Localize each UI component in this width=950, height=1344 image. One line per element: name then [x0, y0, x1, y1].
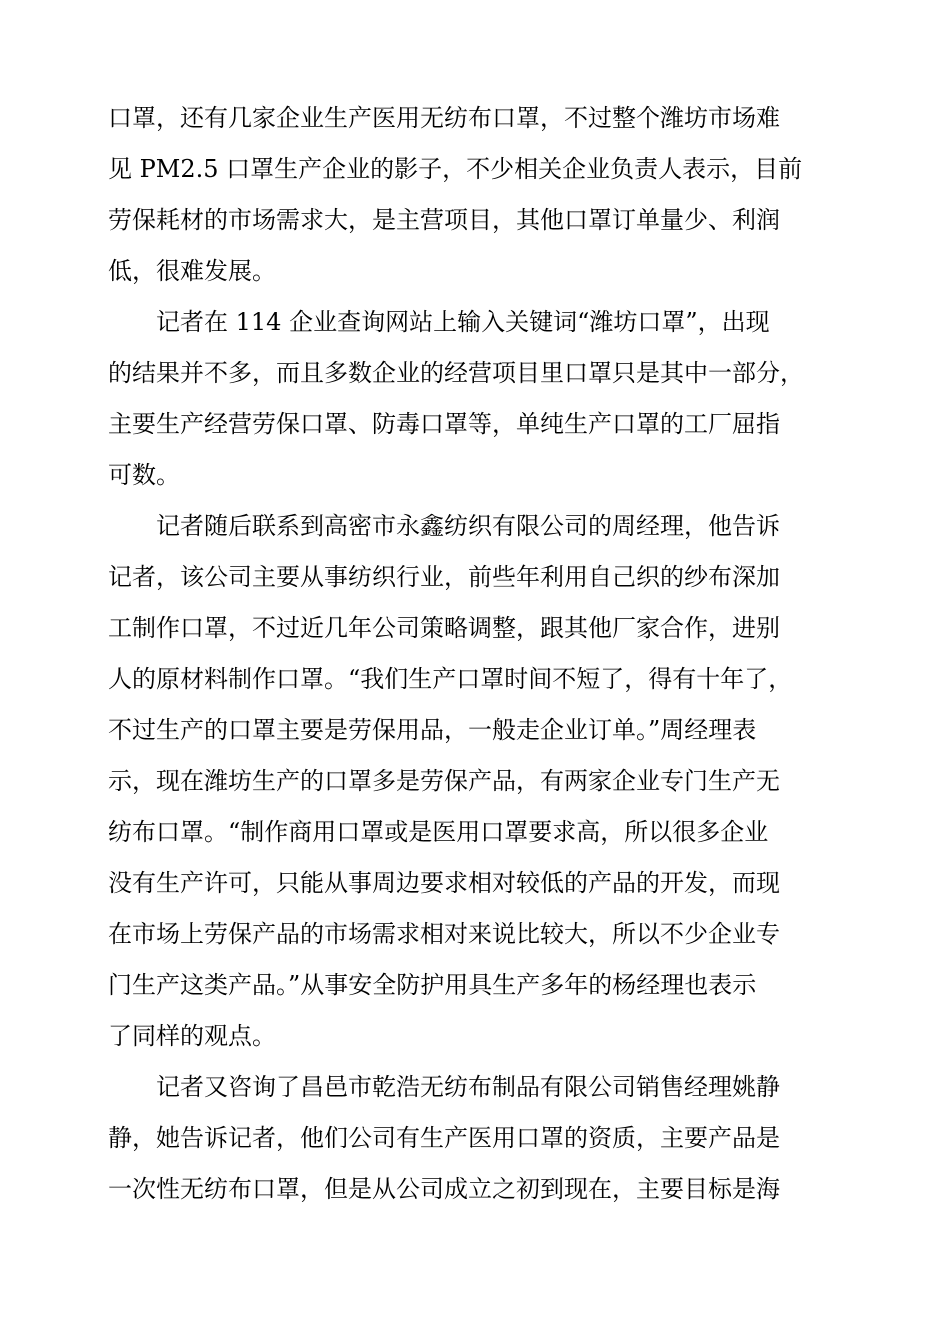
- paragraph-1: [108, 93, 830, 297]
- text-line: 人的原材料制作口罩。“我们生产口罩时间不短了，得有十年了，: [108, 665, 793, 693]
- text-line: 记者，该公司主要从事纺织行业，前些年利用自己织的纱布深加: [108, 563, 780, 591]
- text-line: 工制作口罩，不过近几年公司策略调整，跟其他厂家合作，进别: [108, 614, 780, 642]
- text-line: 没有生产许可，只能从事周边要求相对较低的产品的开发，而现: [108, 869, 780, 897]
- paragraph-4: [108, 1062, 830, 1215]
- text-line: 见 PM2.5 口罩生产企业的影子，不少相关企业负责人表示，目前: [108, 155, 803, 183]
- text-line: 一次性无纺布口罩，但是从公司成立之初到现在，主要目标是海: [108, 1175, 780, 1203]
- text-line: 门生产这类产品。”从事安全防护用具生产多年的杨经理也表示: [108, 971, 757, 999]
- text-line: 劳保耗材的市场需求大，是主营项目，其他口罩订单量少、利润: [108, 206, 780, 234]
- text-line: 低，很难发展。: [108, 257, 276, 285]
- text-line: 可数。: [108, 461, 180, 489]
- text-line: 了同样的观点。: [108, 1022, 276, 1050]
- text-line: 主要生产经营劳保口罩、防毒口罩等，单纯生产口罩的工厂屈指: [108, 410, 780, 438]
- text-line: 在市场上劳保产品的市场需求相对来说比较大，所以不少企业专: [108, 920, 780, 948]
- text-line: 示，现在潍坊生产的口罩多是劳保产品，有两家企业专门生产无: [108, 767, 780, 795]
- text-line: 记者又咨询了昌邑市乾浩无纺布制品有限公司销售经理姚静: [156, 1073, 780, 1101]
- text-line: 不过生产的口罩主要是劳保用品，一般走企业订单。”周经理表: [108, 716, 757, 744]
- text-line: 纺布口罩。“制作商用口罩或是医用口罩要求高，所以很多企业: [108, 818, 769, 846]
- document-page: [108, 93, 830, 1215]
- text-line: 记者在 114 企业查询网站上输入关键词“潍坊口罩”，出现: [156, 308, 770, 336]
- paragraph-3: [108, 501, 830, 1062]
- text-line: 的结果并不多，而且多数企业的经营项目里口罩只是其中一部分，: [108, 359, 804, 387]
- paragraph-2: [108, 297, 830, 501]
- text-line: 静，她告诉记者，他们公司有生产医用口罩的资质，主要产品是: [108, 1124, 780, 1152]
- text-line: 口罩，还有几家企业生产医用无纺布口罩，不过整个潍坊市场难: [108, 104, 780, 132]
- text-line: 记者随后联系到高密市永鑫纺织有限公司的周经理，他告诉: [156, 512, 780, 540]
